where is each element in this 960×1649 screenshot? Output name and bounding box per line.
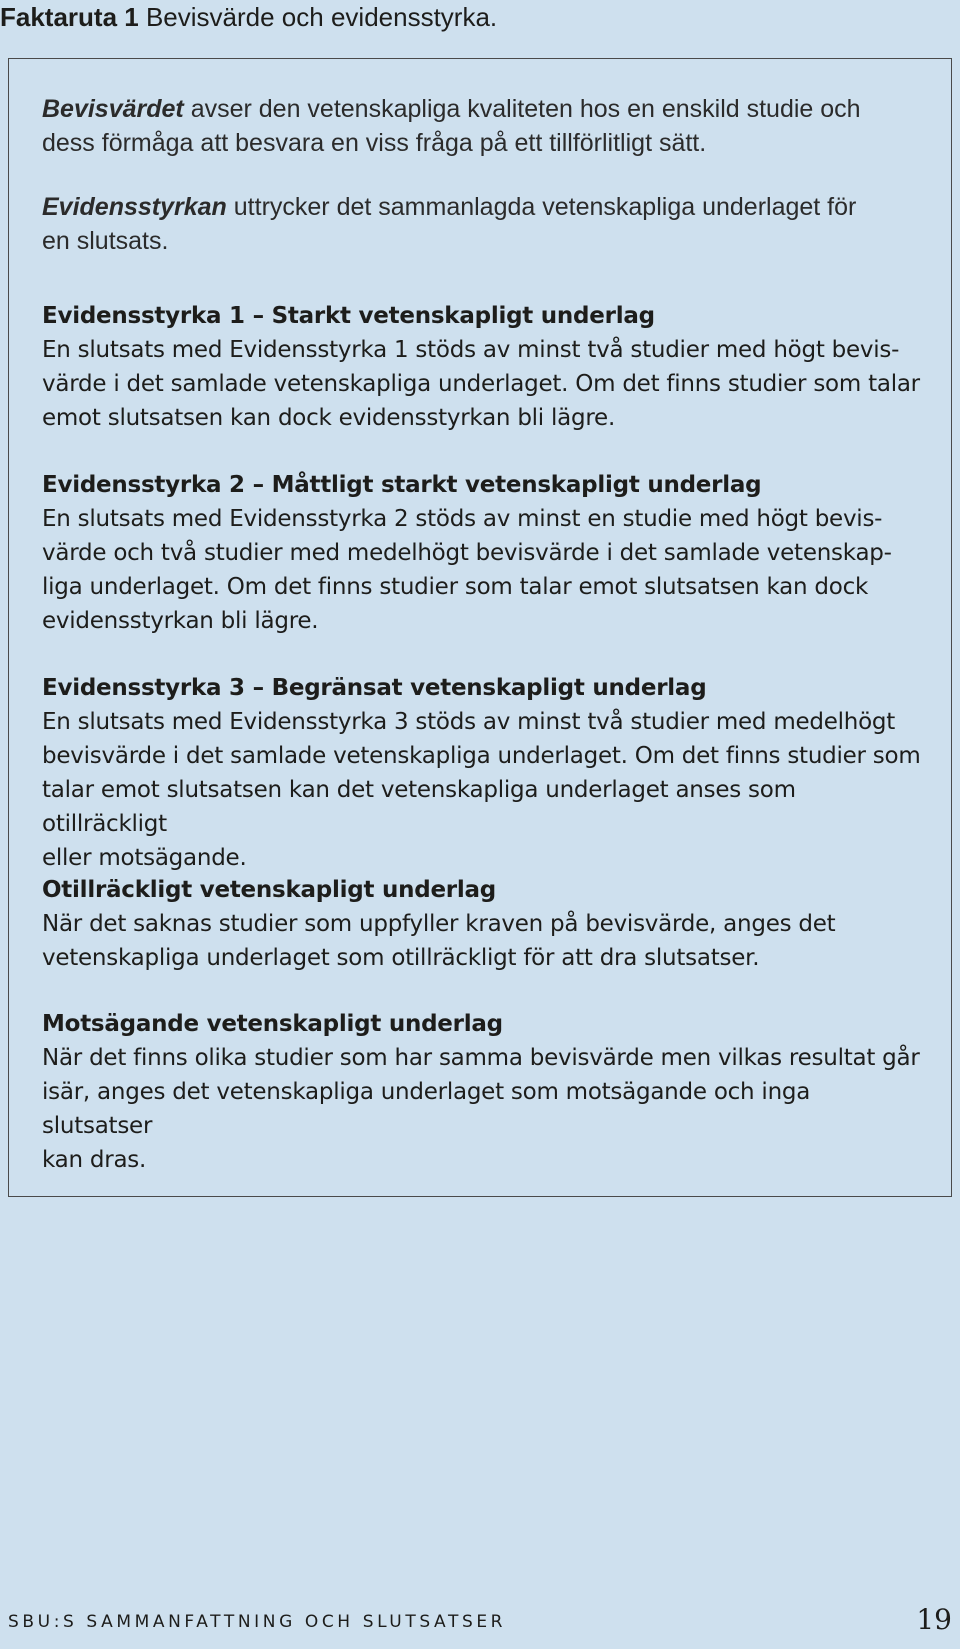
running-footer-title: SBU:S SAMMANFATTNING OCH SLUTSATSER xyxy=(8,1612,507,1632)
section-evidensstyrka-2 xyxy=(42,468,922,638)
section-line: eller motsägande. xyxy=(42,845,247,871)
section-line: En slutsats med Evidensstyrka 2 stöds av minst en studie med högt bevis- xyxy=(42,506,883,532)
section-heading: Evidensstyrka 3 – Begränsat vetenskapligt underlag xyxy=(42,675,707,701)
definition-evidensstyrka xyxy=(42,190,856,258)
section-evidensstyrka-3 xyxy=(42,671,922,875)
section-line: liga underlaget. Om det finns studier som talar emot slutsatsen kan dock xyxy=(42,574,869,600)
section-motsagande xyxy=(42,1007,922,1177)
definition-text: dess förmåga att besvara en viss fråga på ett tillförlitligt sätt. xyxy=(42,129,707,157)
section-line: evidensstyrkan bli lägre. xyxy=(42,608,319,634)
section-line: bevisvärde i det samlade vetenskapliga underlaget. Om det finns studier som xyxy=(42,743,921,769)
section-line: talar emot slutsatsen kan det vetenskapliga underlaget anses som otillräckligt xyxy=(42,777,796,837)
section-heading: Otillräckligt vetenskapligt underlag xyxy=(42,877,497,903)
section-line: När det finns olika studier som har samma bevisvärde men vilkas resultat går xyxy=(42,1045,920,1071)
section-heading: Motsägande vetenskapligt underlag xyxy=(42,1011,503,1037)
section-line: En slutsats med Evidensstyrka 3 stöds av minst två studier med medelhögt xyxy=(42,709,896,735)
section-evidensstyrka-1 xyxy=(42,299,922,435)
section-line: kan dras. xyxy=(42,1147,147,1173)
section-line: En slutsats med Evidensstyrka 1 stöds av minst två studier med högt bevis- xyxy=(42,337,900,363)
fact-box-title: Bevisvärde och evidensstyrka. xyxy=(145,2,498,32)
section-line: När det saknas studier som uppfyller kraven på bevisvärde, anges det xyxy=(42,911,836,937)
definition-term: Bevisvärdet xyxy=(42,95,184,123)
definition-term: Evidensstyrkan xyxy=(42,193,227,221)
section-line: värde och två studier med medelhögt bevisvärde i det samlade vetenskap- xyxy=(42,540,892,566)
section-line: värde i det samlade vetenskapliga underlaget. Om det finns studier som talar xyxy=(42,371,920,397)
page-number: 19 xyxy=(916,1603,952,1636)
section-line: vetenskapliga underlaget som otillräckligt för att dra slutsatser. xyxy=(42,945,760,971)
section-line: isär, anges det vetenskapliga underlaget som motsägande och inga slutsatser xyxy=(42,1079,811,1139)
fact-box-label: Faktaruta 1 xyxy=(0,2,139,32)
definition-text: uttrycker det sammanlagda vetenskapliga underlaget för xyxy=(226,193,857,221)
definition-bevisvarde xyxy=(42,92,861,160)
section-line: emot slutsatsen kan dock evidensstyrkan bli lägre. xyxy=(42,405,616,431)
section-heading: Evidensstyrka 1 – Starkt vetenskapligt underlag xyxy=(42,303,655,329)
definition-text: en slutsats. xyxy=(42,227,169,255)
section-heading: Evidensstyrka 2 – Måttligt starkt vetenskapligt underlag xyxy=(42,472,762,498)
definition-text: avser den vetenskapliga kvaliteten hos en enskild studie och xyxy=(183,95,861,123)
fact-box-caption xyxy=(0,0,497,34)
section-otillrackligt xyxy=(42,873,922,975)
